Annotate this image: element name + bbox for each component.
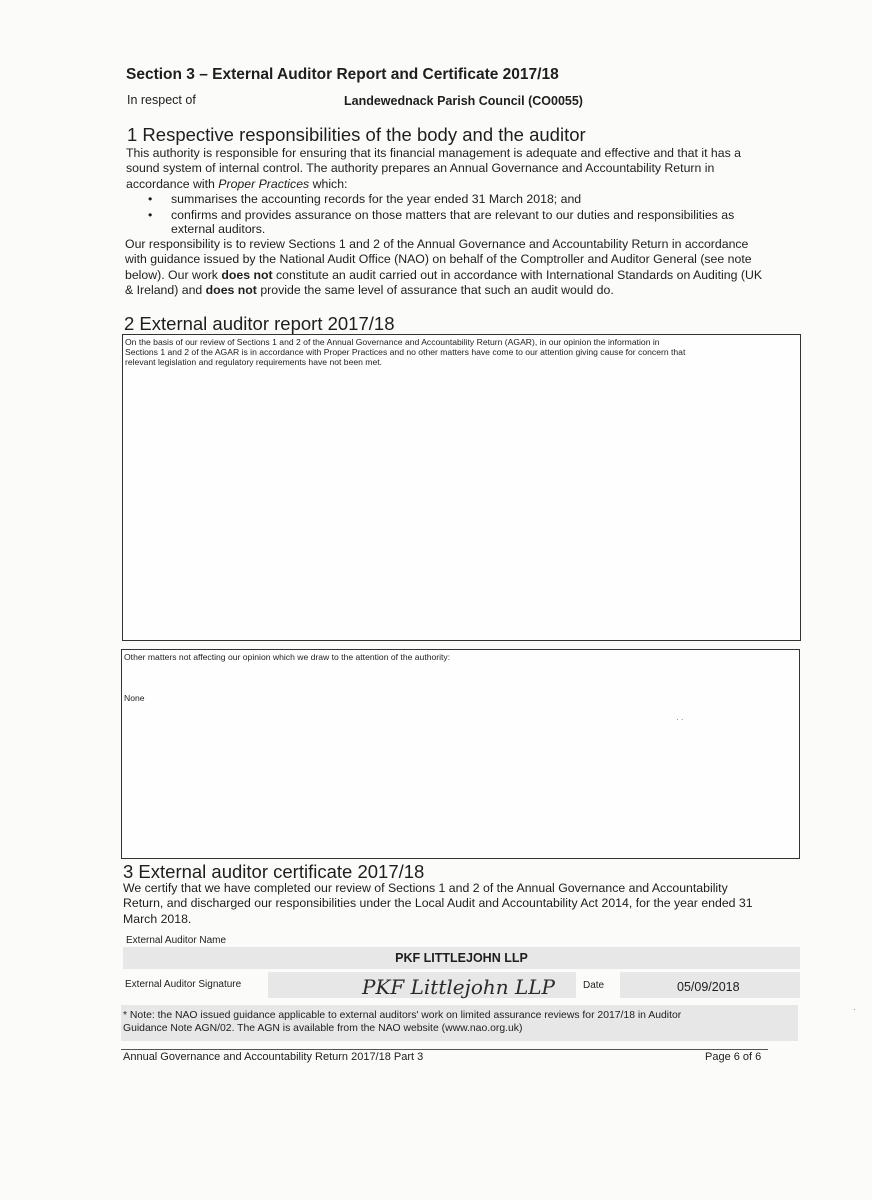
- bullet-item-2-cont: external auditors.: [171, 222, 266, 236]
- para2-bold-1: does not: [221, 267, 273, 282]
- para2-line-3-a: below). Our work: [125, 267, 222, 282]
- section3-heading: 3 External auditor certificate 2017/18: [123, 861, 425, 882]
- section1-intro: [126, 146, 806, 192]
- signature-image: [362, 972, 555, 1002]
- opinion-text: [123, 335, 800, 368]
- intro-line-2: sound system of internal control. The authority prepares an Annual Governance and Accountability Return in: [126, 161, 715, 176]
- opinion-line-1: On the basis of our review of Sections 1 and 2 of the Annual Governance and Accountability Return (AGAR), in our opinion the information in: [125, 337, 660, 347]
- note-text: [123, 1009, 681, 1035]
- footer-page-number: Page 6 of 6: [705, 1051, 762, 1063]
- footer-rule: [121, 1049, 768, 1050]
- auditor-name-label: External Auditor Name: [126, 935, 227, 946]
- para2-line-3: [125, 268, 815, 283]
- para2-line-3-b: constitute an audit carried out in accordance with International Standards on Auditing (UK: [272, 267, 763, 282]
- intro-line-3-suffix: which:: [309, 176, 348, 191]
- para2-line-4-a: & Ireland) and: [125, 282, 206, 297]
- signature-text: PKF Littlejohn LLP: [362, 975, 555, 999]
- section1-para2: [125, 237, 815, 298]
- auditor-name-field: [123, 947, 800, 969]
- opinion-line-3: relevant legislation and regulatory requirements have not been met.: [125, 357, 383, 368]
- signature-label: External Auditor Signature: [125, 979, 242, 990]
- respect-label: In respect of: [127, 93, 196, 107]
- intro-line-3-prefix: accordance with: [126, 176, 219, 191]
- intro-line-3: [126, 177, 806, 192]
- note-line-2: Guidance Note AGN/02. The AGN is available from the NAO website (www.nao.org.uk): [123, 1023, 523, 1034]
- bullet-dot-1: •: [148, 192, 153, 206]
- intro-line-3-italic: Proper Practices: [218, 176, 310, 191]
- opinion-box: [122, 334, 801, 641]
- para2-bold-2: does not: [205, 282, 257, 297]
- bullet-item-2: confirms and provides assurance on those matters that are relevant to our duties and responsibilities as: [171, 208, 735, 222]
- footer-left: Annual Governance and Accountability Return 2017/18 Part 3: [123, 1051, 424, 1063]
- date-value: 05/09/2018: [677, 980, 740, 994]
- other-matters-value: None: [124, 693, 145, 703]
- section1-heading: 1 Respective responsibilities of the body and the auditor: [127, 124, 586, 145]
- cert-line-2: Return, and discharged our responsibilities under the Local Audit and Accountability Act 2014, for the year ended 31: [123, 896, 753, 911]
- intro-line-1: This authority is responsible for ensuring that its financial management is adequate and effective and that it has a: [126, 146, 741, 160]
- date-field: [620, 972, 800, 998]
- auditor-name-value: PKF LITTLEJOHN LLP: [395, 951, 528, 965]
- section-title: Section 3 – External Auditor Report and Certificate 2017/18: [126, 66, 559, 83]
- scan-speck: ·: [853, 1005, 856, 1014]
- bullet-dot-2: •: [148, 208, 153, 222]
- date-label: Date: [583, 980, 605, 991]
- other-matters-label: Other matters not affecting our opinion which we draw to the attention of the authority:: [124, 652, 451, 662]
- cert-line-3: March 2018.: [123, 911, 192, 926]
- cert-line-1: We certify that we have completed our review of Sections 1 and 2 of the Annual Governance and Accountability: [123, 881, 728, 895]
- opinion-line-2: Sections 1 and 2 of the AGAR is in accordance with Proper Practices and no other matters have come to our attention giving cause for concern that: [125, 347, 686, 358]
- note-box: [121, 1005, 798, 1041]
- para2-line-1: Our responsibility is to review Sections 1 and 2 of the Annual Governance and Accountability Return in accordance: [125, 237, 749, 251]
- other-matters-box: [121, 649, 800, 859]
- section2-heading: 2 External auditor report 2017/18: [124, 313, 395, 334]
- note-line-1: * Note: the NAO issued guidance applicable to external auditors' work on limited assurance reviews for 2017/18 in Auditor: [123, 1010, 682, 1021]
- respect-value: Landewednack Parish Council (CO0055): [344, 94, 583, 108]
- scan-speck: · ·: [676, 715, 684, 724]
- para2-line-4: [125, 283, 815, 298]
- bullet-item-1: summarises the accounting records for the year ended 31 March 2018; and: [171, 192, 582, 206]
- para2-line-4-b: provide the same level of assurance that such an audit would do.: [256, 282, 614, 297]
- para2-line-2: with guidance issued by the National Audit Office (NAO) on behalf of the Comptroller and Auditor General (see note: [125, 252, 752, 267]
- certificate-text: [123, 881, 813, 927]
